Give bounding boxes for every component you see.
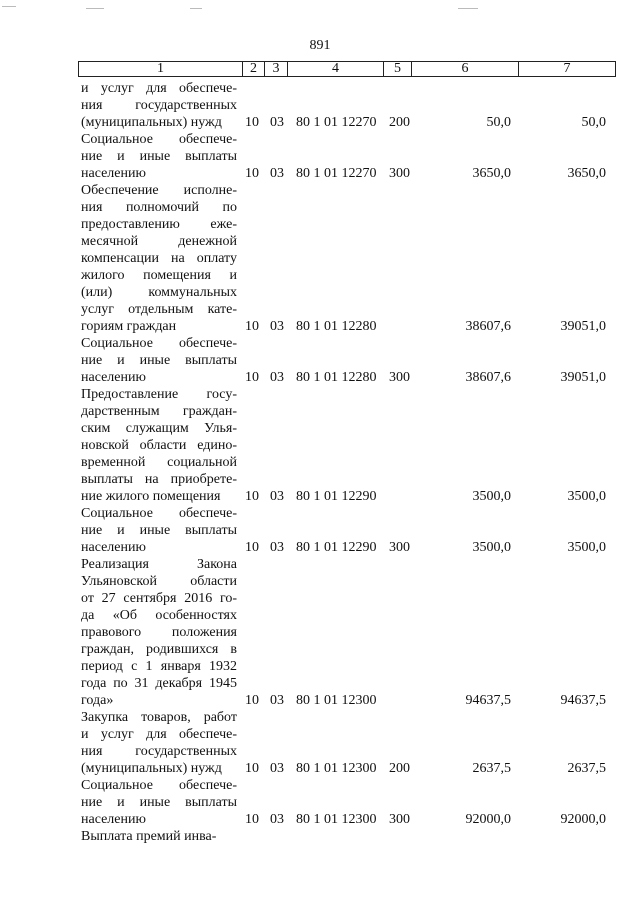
row-description-line: правового положения [81,625,237,640]
cell-c2: 10 [245,693,259,708]
cell-c3: 03 [270,540,284,555]
row-description-line: гориям граждан [81,319,177,334]
row-description-line: (муниципальных) нужд [81,761,222,776]
scan-artifact [190,8,202,9]
row-description-line: да «Об особенностях [81,608,237,623]
row-description-line: населению [81,812,146,827]
row-description-line: населению [81,166,146,181]
row-description-line: Реализация Закона [81,557,237,572]
cell-c4: 80 1 01 12300 [296,693,377,708]
row-description-line: временной социальной [81,455,237,470]
cell-c3: 03 [270,166,284,181]
cell-c4: 80 1 01 12270 [296,115,377,130]
cell-c3: 03 [270,812,284,827]
row-description-line: предоставлению еже- [81,217,237,232]
page-number: 891 [309,38,331,53]
header-col-3: 3 [265,62,288,76]
row-description-line: ние и иные выплаты [81,523,237,538]
row-description-line: и услуг для обеспече- [81,81,237,96]
cell-c2: 10 [245,319,259,334]
row-description-line: услуг отдельным кате- [81,302,237,317]
row-description-line: Социальное обеспече- [81,132,237,147]
cell-c2: 10 [245,115,259,130]
cell-c7: 3500,0 [567,489,606,504]
scan-artifact [86,8,104,9]
row-description-line: года по 31 декабря 1945 [81,676,237,691]
scan-artifact [458,8,478,9]
cell-c4: 80 1 01 12280 [296,319,377,334]
row-description-line: (или) коммунальных [81,285,237,300]
header-col-7: 7 [563,61,571,76]
row-description-line: Выплата премий инва- [81,829,217,844]
row-description-line: жилого помещения и [81,268,237,283]
cell-c2: 10 [245,489,259,504]
header-col-6: 6 [412,62,519,76]
row-description-line: Социальное обеспече- [81,336,237,351]
table-header [78,61,616,77]
cell-c7: 3650,0 [567,166,606,181]
cell-c6: 50,0 [486,115,511,130]
row-description-line: ния государственных [81,744,237,759]
cell-c4: 80 1 01 12300 [296,812,377,827]
cell-c6: 38607,6 [465,370,511,385]
header-col-5: 5 [384,62,412,76]
cell-c6: 2637,5 [472,761,511,776]
row-description-line: выплаты на приобрете- [81,472,237,487]
row-description-line: дарственным граждан- [81,404,237,419]
row-description-line: года» [81,693,114,708]
row-description-line: Обеспечение исполне- [81,183,237,198]
row-description-line: Социальное обеспече- [81,506,237,521]
cell-c7: 39051,0 [560,319,606,334]
row-description-line: населению [81,540,146,555]
cell-c2: 10 [245,370,259,385]
row-description-line: ским служащим Улья- [81,421,237,436]
cell-c7: 50,0 [581,115,606,130]
row-description-line: и услуг для обеспече- [81,727,237,742]
row-description-line: граждан, родившихся в [81,642,237,657]
cell-c7: 3500,0 [567,540,606,555]
row-description-line: месячной денежной [81,234,237,249]
row-description-line: период с 1 января 1932 [81,659,237,674]
row-description-line: ния государственных [81,98,237,113]
cell-c6: 94637,5 [465,693,511,708]
cell-c5: 300 [389,166,410,181]
scan-artifact [2,6,16,7]
header-col-2: 2 [243,62,265,76]
header-col-4: 4 [288,62,384,76]
cell-c2: 10 [245,166,259,181]
cell-c3: 03 [270,319,284,334]
cell-c3: 03 [270,370,284,385]
cell-c7: 2637,5 [567,761,606,776]
cell-c5: 300 [389,370,410,385]
row-description-line: Закупка товаров, работ [81,710,237,725]
cell-c4: 80 1 01 12280 [296,370,377,385]
cell-c3: 03 [270,489,284,504]
row-description-line: Предоставление госу- [81,387,237,402]
cell-c7: 94637,5 [560,693,606,708]
row-description-line: ния полномочий по [81,200,237,215]
cell-c7: 39051,0 [560,370,606,385]
cell-c6: 3500,0 [472,540,511,555]
row-description-line: от 27 сентября 2016 го- [81,591,237,606]
cell-c6: 3500,0 [472,489,511,504]
cell-c5: 300 [389,812,410,827]
row-description-line: ние жилого помещения [81,489,221,504]
cell-c6: 3650,0 [472,166,511,181]
cell-c4: 80 1 01 12270 [296,166,377,181]
cell-c6: 38607,6 [465,319,511,334]
cell-c3: 03 [270,761,284,776]
cell-c3: 03 [270,693,284,708]
cell-c4: 80 1 01 12300 [296,761,377,776]
row-description-line: (муниципальных) нужд [81,115,222,130]
row-description-line: Ульяновской области [81,574,237,589]
row-description-line: ние и иные выплаты [81,149,237,164]
row-description-line: ние и иные выплаты [81,353,237,368]
row-description-line: ние и иные выплаты [81,795,237,810]
cell-c5: 200 [389,115,410,130]
cell-c4: 80 1 01 12290 [296,540,377,555]
cell-c2: 10 [245,761,259,776]
cell-c7: 92000,0 [560,812,606,827]
cell-c3: 03 [270,115,284,130]
cell-c2: 10 [245,540,259,555]
row-description-line: компенсации на оплату [81,251,237,266]
cell-c5: 200 [389,761,410,776]
cell-c4: 80 1 01 12290 [296,489,377,504]
row-description-line: Социальное обеспече- [81,778,237,793]
cell-c5: 300 [389,540,410,555]
row-description-line: населению [81,370,146,385]
cell-c6: 92000,0 [465,812,511,827]
cell-c2: 10 [245,812,259,827]
header-col-1: 1 [79,62,243,76]
row-description-line: новской области едино- [81,438,237,453]
